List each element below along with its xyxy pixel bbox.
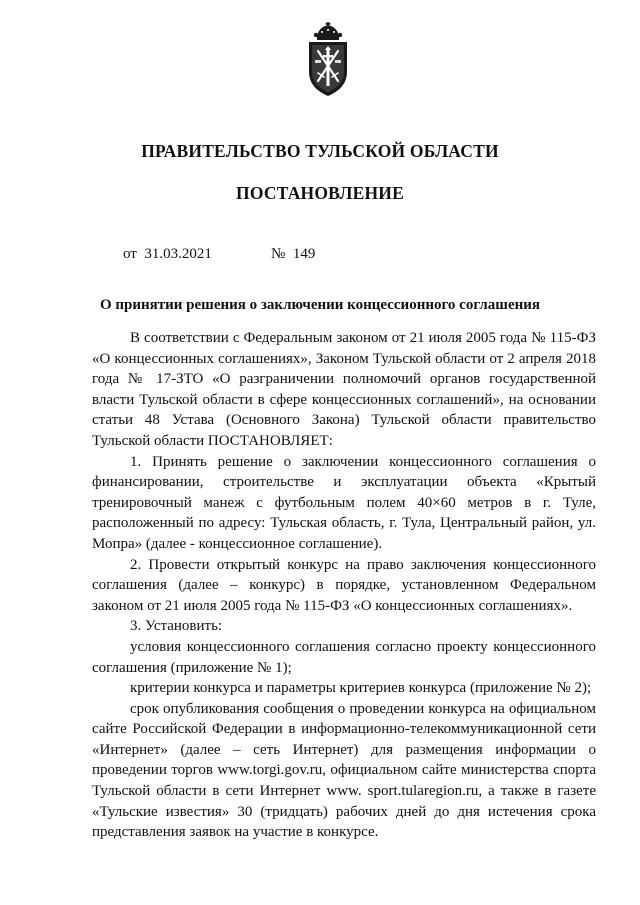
document-date: 31.03.2021 xyxy=(144,246,212,262)
clause-paragraph: 3. Установить: xyxy=(130,618,223,635)
clause-paragraph: 1. Принять решение о заключении концессионного соглашения о финансировании, строительстве и эксплуатации объекта «Крытый тренировочный манеж с футбольным полем 40×60 метров в г. Туле, расположенный по адресу: Тульская область, г. Тула, Центральный район, ул. Мопра» (далее - концессионное соглашение). xyxy=(92,453,596,552)
clause-subitem: критерии конкурса и параметры критериев конкурса (приложение № 2); xyxy=(130,680,592,697)
document-type-title: ПОСТАНОВЛЕНИЕ xyxy=(236,183,404,203)
clause-subitem: срок опубликования сообщения о проведении конкурса на официальном сайте Российской Федерации в информационно-телекоммуникационной сети «Интернет» (далее – сеть Интернет) для размещения информации о проведении торгов www.torgi.gov.ru, официальном сайте министерства спорта Тульской области в сети Интернет www. sport.tularegion.ru, а также в газете «Тульские известия» 30 (тридцать) рабочих дней до дня истечения срока представления заявок на участие в конкурсе. xyxy=(92,700,596,841)
number-prefix: № xyxy=(271,246,286,262)
document-subject: О принятии решения о заключении концессионного соглашения xyxy=(99,297,541,313)
date-prefix: от xyxy=(123,246,137,262)
document-number: 149 xyxy=(292,246,316,262)
organization-title: ПРАВИТЕЛЬСТВО ТУЛЬСКОЙ ОБЛАСТИ xyxy=(141,141,499,161)
clause-paragraph: 2. Провести открытый конкурс на право заключения концессионного соглашения (далее – конкурс) в порядке, установленном Федеральном законом от 21 июля 2005 года № 115-ФЗ «О концессионных соглашениях». xyxy=(92,556,596,614)
date-number-line xyxy=(123,246,316,263)
document-body xyxy=(92,328,596,843)
coat-of-arms-icon xyxy=(303,22,353,98)
preamble-paragraph: В соответствии с Федеральным законом от 21 июля 2005 года № 115-ФЗ «О концессионных соглашениях», Законом Тульской области от 2 апреля 2018 года № 17-ЗТО «О разграничении полномочий органов государственной власти Тульской области в сфере концессионных соглашений», на основании статьи 48 Устава (Основного Закона) Тульской области правительство Тульской области ПОСТАНОВЛЯЕТ: xyxy=(92,330,596,449)
document-number-group xyxy=(271,246,315,263)
clause-subitem: условия концессионного соглашения согласно проекту концессионного соглашения (приложение № 1); xyxy=(92,638,596,676)
